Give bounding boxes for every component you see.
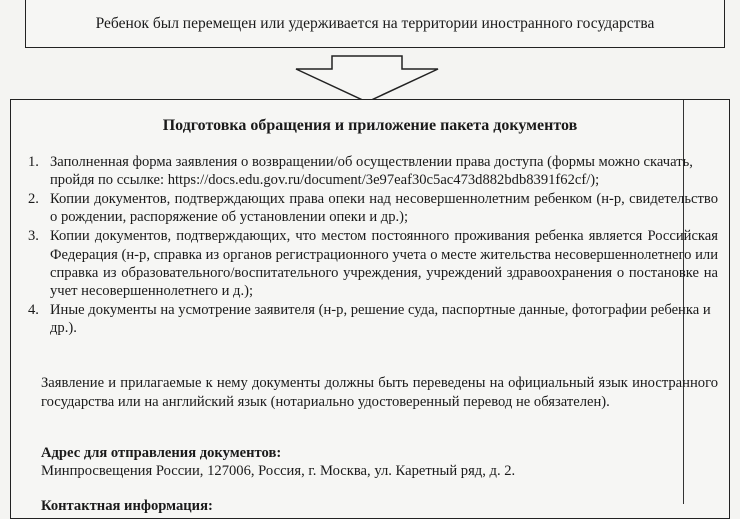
list-item — [28, 301, 718, 337]
list-item — [28, 153, 718, 189]
situation-text: Ребенок был перемещен или удерживается на территории иностранного государства — [95, 14, 655, 32]
list-item — [28, 190, 718, 226]
item-number: 4. — [28, 302, 39, 319]
down-arrow-icon — [292, 55, 442, 103]
address-label: Адрес для отправления документов: — [41, 445, 282, 461]
address-text: Минпросвещения России, 127006, Россия, г. Москва, ул. Каретный ряд, д. 2. — [41, 463, 516, 479]
item-number: 2. — [28, 191, 39, 208]
contact-label-cut — [41, 497, 213, 505]
item-text: Заполненная форма заявления о возвращении/об осуществлении права доступа (формы можно скачать, пройдя по ссылке: https://docs.edu.gov.ru/document/3e97eaf30c5ac473d882bdb8391f62cf/); — [50, 154, 693, 189]
section-heading: Подготовка обращения и приложение пакета документов — [162, 117, 578, 134]
item-number: 1. — [28, 154, 39, 170]
item-text: Иные документы на усмотрение заявителя (н-р, решение суда, паспортные данные, фотографии ребенка и др.). — [50, 302, 711, 337]
item-number: 3. — [28, 228, 39, 245]
list-item — [28, 227, 718, 300]
item-text: Копии документов, подтверждающих права опеки над несовершеннолетним ребенком (н-р, свидетельство о рождении, распоряжение об установлении опеки и др.); — [50, 191, 718, 226]
documents-list — [28, 153, 718, 338]
item-text: Копии документов, подтверждающих, что местом постоянного проживания ребенка является Российская Федерация (н-р, справка из органов регистрационного учета о месте жительства несовершеннолетнего или справка из образовательного/воспитательного учреждения, учреждений здравоохранения о постановке на учет несовершеннолетнего и д.); — [50, 228, 718, 300]
situation-box — [25, 0, 725, 48]
translation-note: Заявление и прилагаемые к нему документы должны быть переведены на официальный язык иностранного государства или на английский язык (нотариально удостоверенный перевод не обязателен). — [41, 375, 718, 410]
